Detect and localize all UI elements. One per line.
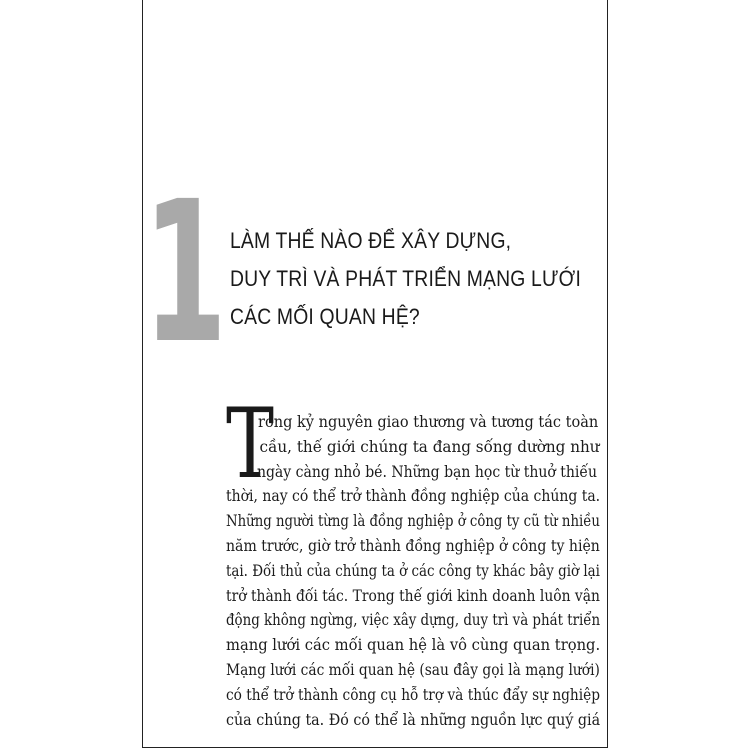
body-line: Những người từng là đồng nghiệp ở công ty cũ từ nhiều (226, 512, 600, 531)
chapter-title-line: DUY TRÌ VÀ PHÁT TRIỂN MẠNG LƯỚI (230, 266, 581, 291)
body-paragraph (226, 410, 600, 732)
chapter-number: 1 (143, 159, 228, 386)
chapter-title (230, 222, 590, 336)
body-line: cầu, thế giới chúng ta đang sống dường như (259, 437, 600, 456)
body-line: ngày càng nhỏ bé. Những bạn học từ thuở thiếu (256, 462, 598, 481)
body-line: của chúng ta. Đó có thể là những nguồn lực quý giá (226, 710, 601, 729)
body-line: có thể trở thành công cụ hỗ trợ và thúc đẩy sự nghiệp (226, 685, 601, 704)
chapter-title-line: LÀM THẾ NÀO ĐỂ XÂY DỰNG, (230, 228, 512, 253)
body-line: trở thành đối tác. Trong thế giới kinh doanh luôn vận (226, 586, 600, 605)
body-line: tại. Đối thủ của chúng ta ở các công ty khác bây giờ lại (226, 561, 600, 580)
body-line: thời, nay có thể trở thành đồng nghiệp của chúng ta. (226, 487, 601, 506)
body-line: năm trước, giờ trở thành đồng nghiệp ở công ty hiện (226, 536, 600, 555)
body-line: động không ngừng, việc xây dựng, duy trì và phát triển (226, 611, 601, 630)
book-page (142, 0, 608, 748)
body-line: mạng lưới các mối quan hệ là vô cùng quan trọng. (226, 636, 601, 655)
chapter-title-line: CÁC MỐI QUAN HỆ? (230, 304, 420, 329)
drop-cap: T (226, 388, 275, 500)
body-line: Mạng lưới các mối quan hệ (sau đây gọi là mạng lưới) (226, 660, 600, 679)
body-line: rong kỷ nguyên giao thương và tương tác toàn (258, 413, 599, 431)
